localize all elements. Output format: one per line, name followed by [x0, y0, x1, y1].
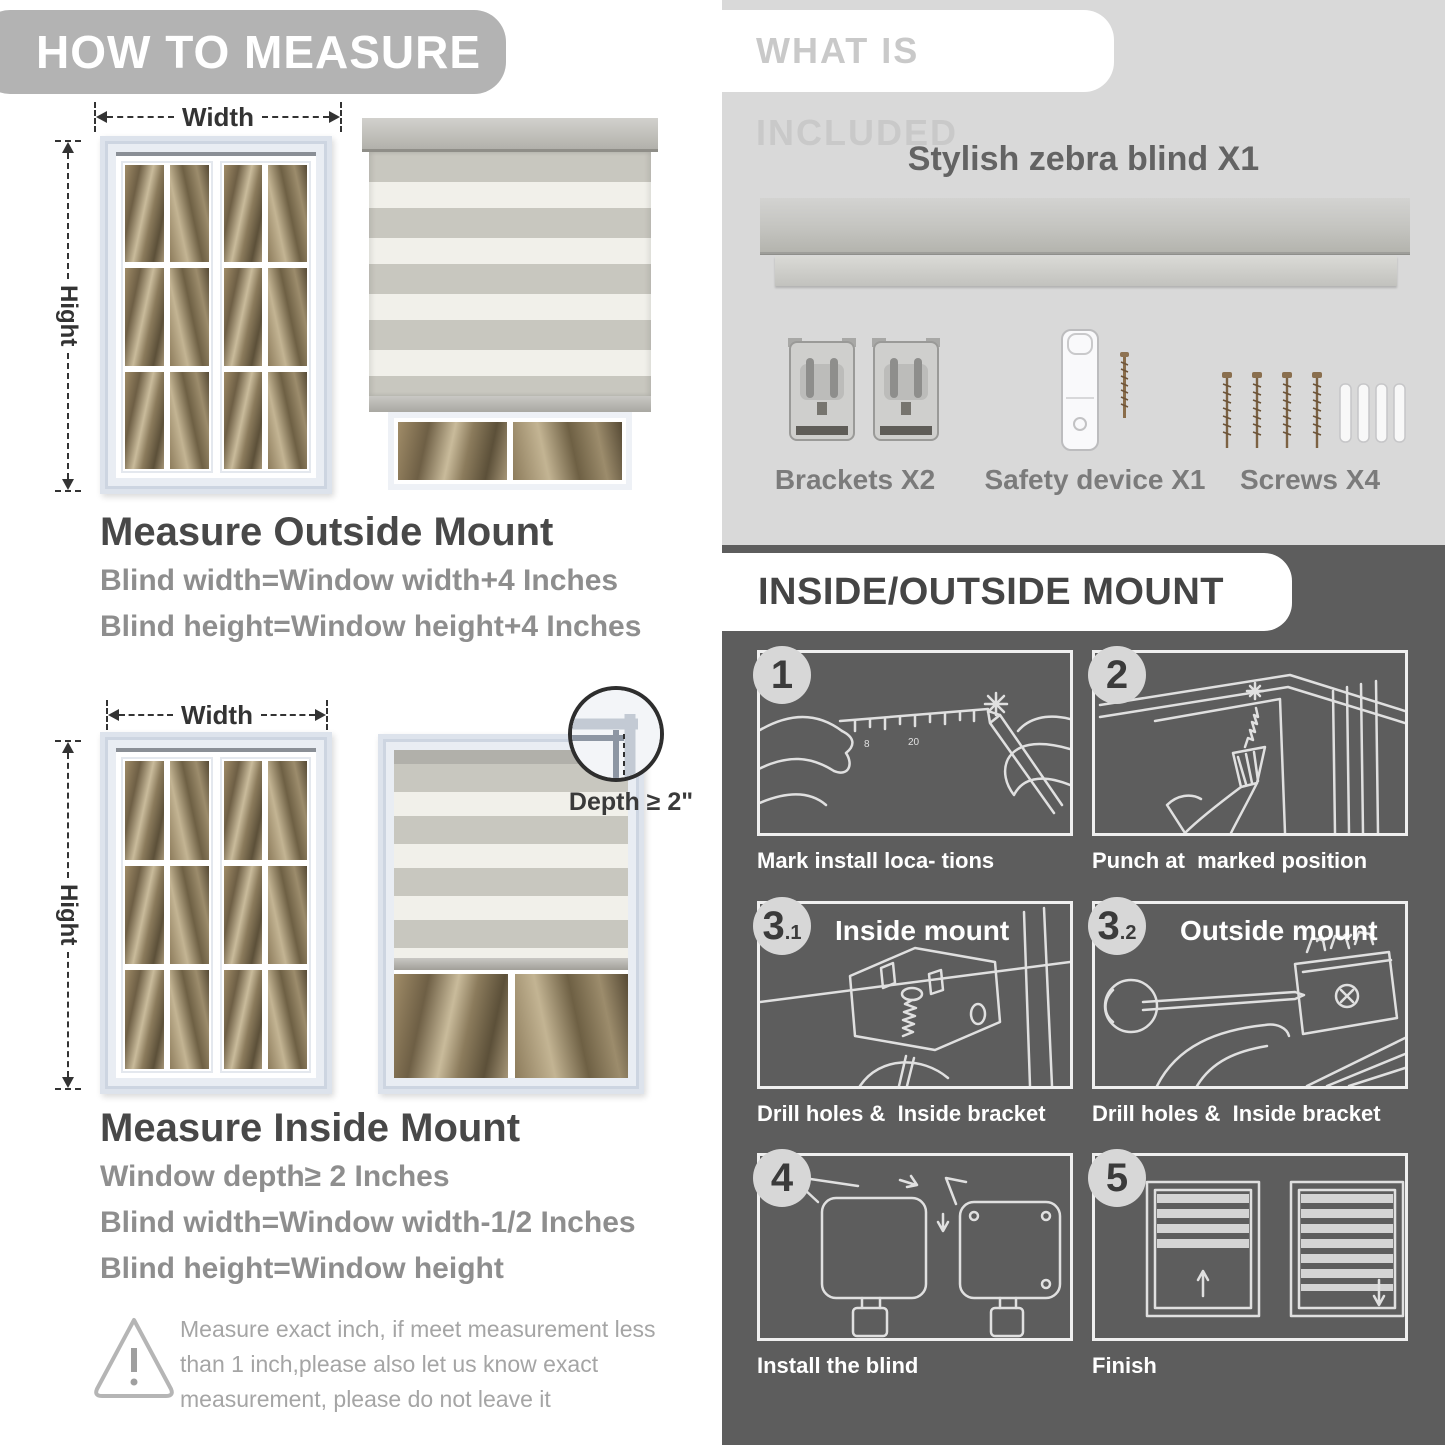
- outside-width-arrow: [94, 100, 342, 134]
- svg-text:20: 20: [908, 737, 920, 748]
- outside-rule-width: Blind width=Window width+4 Inches: [100, 564, 619, 597]
- what-is-included-title: WHAT IS INCLUDED: [756, 30, 958, 153]
- window-corner-detail: [572, 690, 664, 782]
- safety-device-icon: [1040, 328, 1150, 456]
- window-below-blind: [388, 412, 632, 490]
- inside-width-arrow: [106, 698, 328, 732]
- step-4-caption: Install the blind: [757, 1353, 919, 1378]
- tick: [55, 490, 81, 492]
- how-to-measure-header: [0, 10, 506, 94]
- zebra-blind-rail-photo: [775, 256, 1397, 286]
- step-3-2-title: Outside mount: [1180, 915, 1378, 946]
- step-1-badge: 1: [753, 646, 811, 704]
- inside-rule-depth: Window depth≥ 2 Inches: [100, 1160, 450, 1193]
- depth-magnifier-icon: [568, 686, 664, 782]
- blind-cassette: [362, 118, 658, 152]
- height-label: Hight: [55, 285, 82, 347]
- step-2-badge: 2: [1088, 646, 1146, 704]
- safety-device-label: Safety device X1: [984, 464, 1206, 495]
- arrowhead-right-icon: [329, 111, 340, 123]
- step-5-caption: Finish: [1092, 1353, 1157, 1378]
- svg-text:8: 8: [864, 739, 870, 750]
- step-1-caption: Mark install loca- tions: [757, 848, 995, 873]
- zebra-blind-cassette-photo: [760, 198, 1410, 254]
- width-label: Width: [181, 699, 253, 730]
- arrowhead-left-icon: [96, 111, 107, 123]
- step-5-badge: 5: [1088, 1149, 1146, 1207]
- height-label: Hight: [55, 884, 82, 946]
- window-sash: [121, 757, 213, 1073]
- outside-rule-height: Blind height=Window height+4 Inches: [100, 610, 642, 643]
- step-3-1-caption: Drill holes & Inside bracket: [757, 1101, 1046, 1126]
- screws-label: Screws X4: [1239, 464, 1381, 495]
- arrowhead-right-icon: [315, 709, 326, 721]
- step-2-caption: Punch at marked position: [1092, 848, 1368, 873]
- arrowhead-down-icon: [62, 1077, 74, 1088]
- step-3-2-badge: 3 .2: [1088, 897, 1146, 955]
- product-label: Stylish zebra blind X1: [907, 140, 1260, 178]
- outside-mount-title: Measure Outside Mount: [100, 510, 554, 554]
- depth-label: Depth ≥ 2": [568, 788, 694, 816]
- exclamation-triangle-icon: [92, 1312, 176, 1402]
- window-sash: [121, 161, 213, 473]
- measurement-warning: Measure exact inch, if meet measurement less than 1 inch,please also let us know exact measurement, please do not leave it: [180, 1316, 656, 1412]
- arrowhead-left-icon: [108, 709, 119, 721]
- arrowhead-down-icon: [62, 479, 74, 490]
- outside-mount-window-photo: [100, 136, 332, 494]
- zebra-stripes: [369, 152, 651, 396]
- step-4-badge: 4: [753, 1149, 811, 1207]
- screws-icon: [1218, 372, 1408, 458]
- how-to-measure-title: HOW TO MEASURE: [36, 26, 482, 78]
- inside-mount-window-photo: [100, 732, 332, 1094]
- width-label: Width: [182, 101, 254, 132]
- inside-rule-height: Blind height=Window height: [100, 1252, 504, 1285]
- inside-height-arrow: [50, 740, 86, 1090]
- inside-rule-width: Blind width=Window width-1/2 Inches: [100, 1206, 636, 1239]
- outside-mount-blind-photo: [362, 118, 658, 490]
- step-3-1-title: Inside mount: [835, 915, 1010, 946]
- inside-mount-title: Measure Inside Mount: [100, 1106, 521, 1150]
- tick: [340, 102, 342, 132]
- mount-header-title: INSIDE/OUTSIDE MOUNT: [758, 571, 1225, 613]
- brackets-icon: [786, 336, 946, 452]
- arrowhead-up-icon: [62, 742, 74, 753]
- brackets-label: Brackets X2: [774, 464, 936, 495]
- outside-height-arrow: [50, 140, 86, 492]
- blind-bottom-rail: [369, 396, 651, 412]
- window-sash: [220, 757, 312, 1073]
- mount-header: [722, 553, 1292, 631]
- window-sash: [220, 161, 312, 473]
- what-is-included-header: [722, 10, 1114, 153]
- arrowhead-up-icon: [62, 142, 74, 153]
- step-3-1-badge: 3 .1: [753, 897, 811, 955]
- step-3-2-caption: Drill holes & Inside bracket: [1092, 1101, 1381, 1126]
- blind-bottom-rail: [394, 958, 628, 970]
